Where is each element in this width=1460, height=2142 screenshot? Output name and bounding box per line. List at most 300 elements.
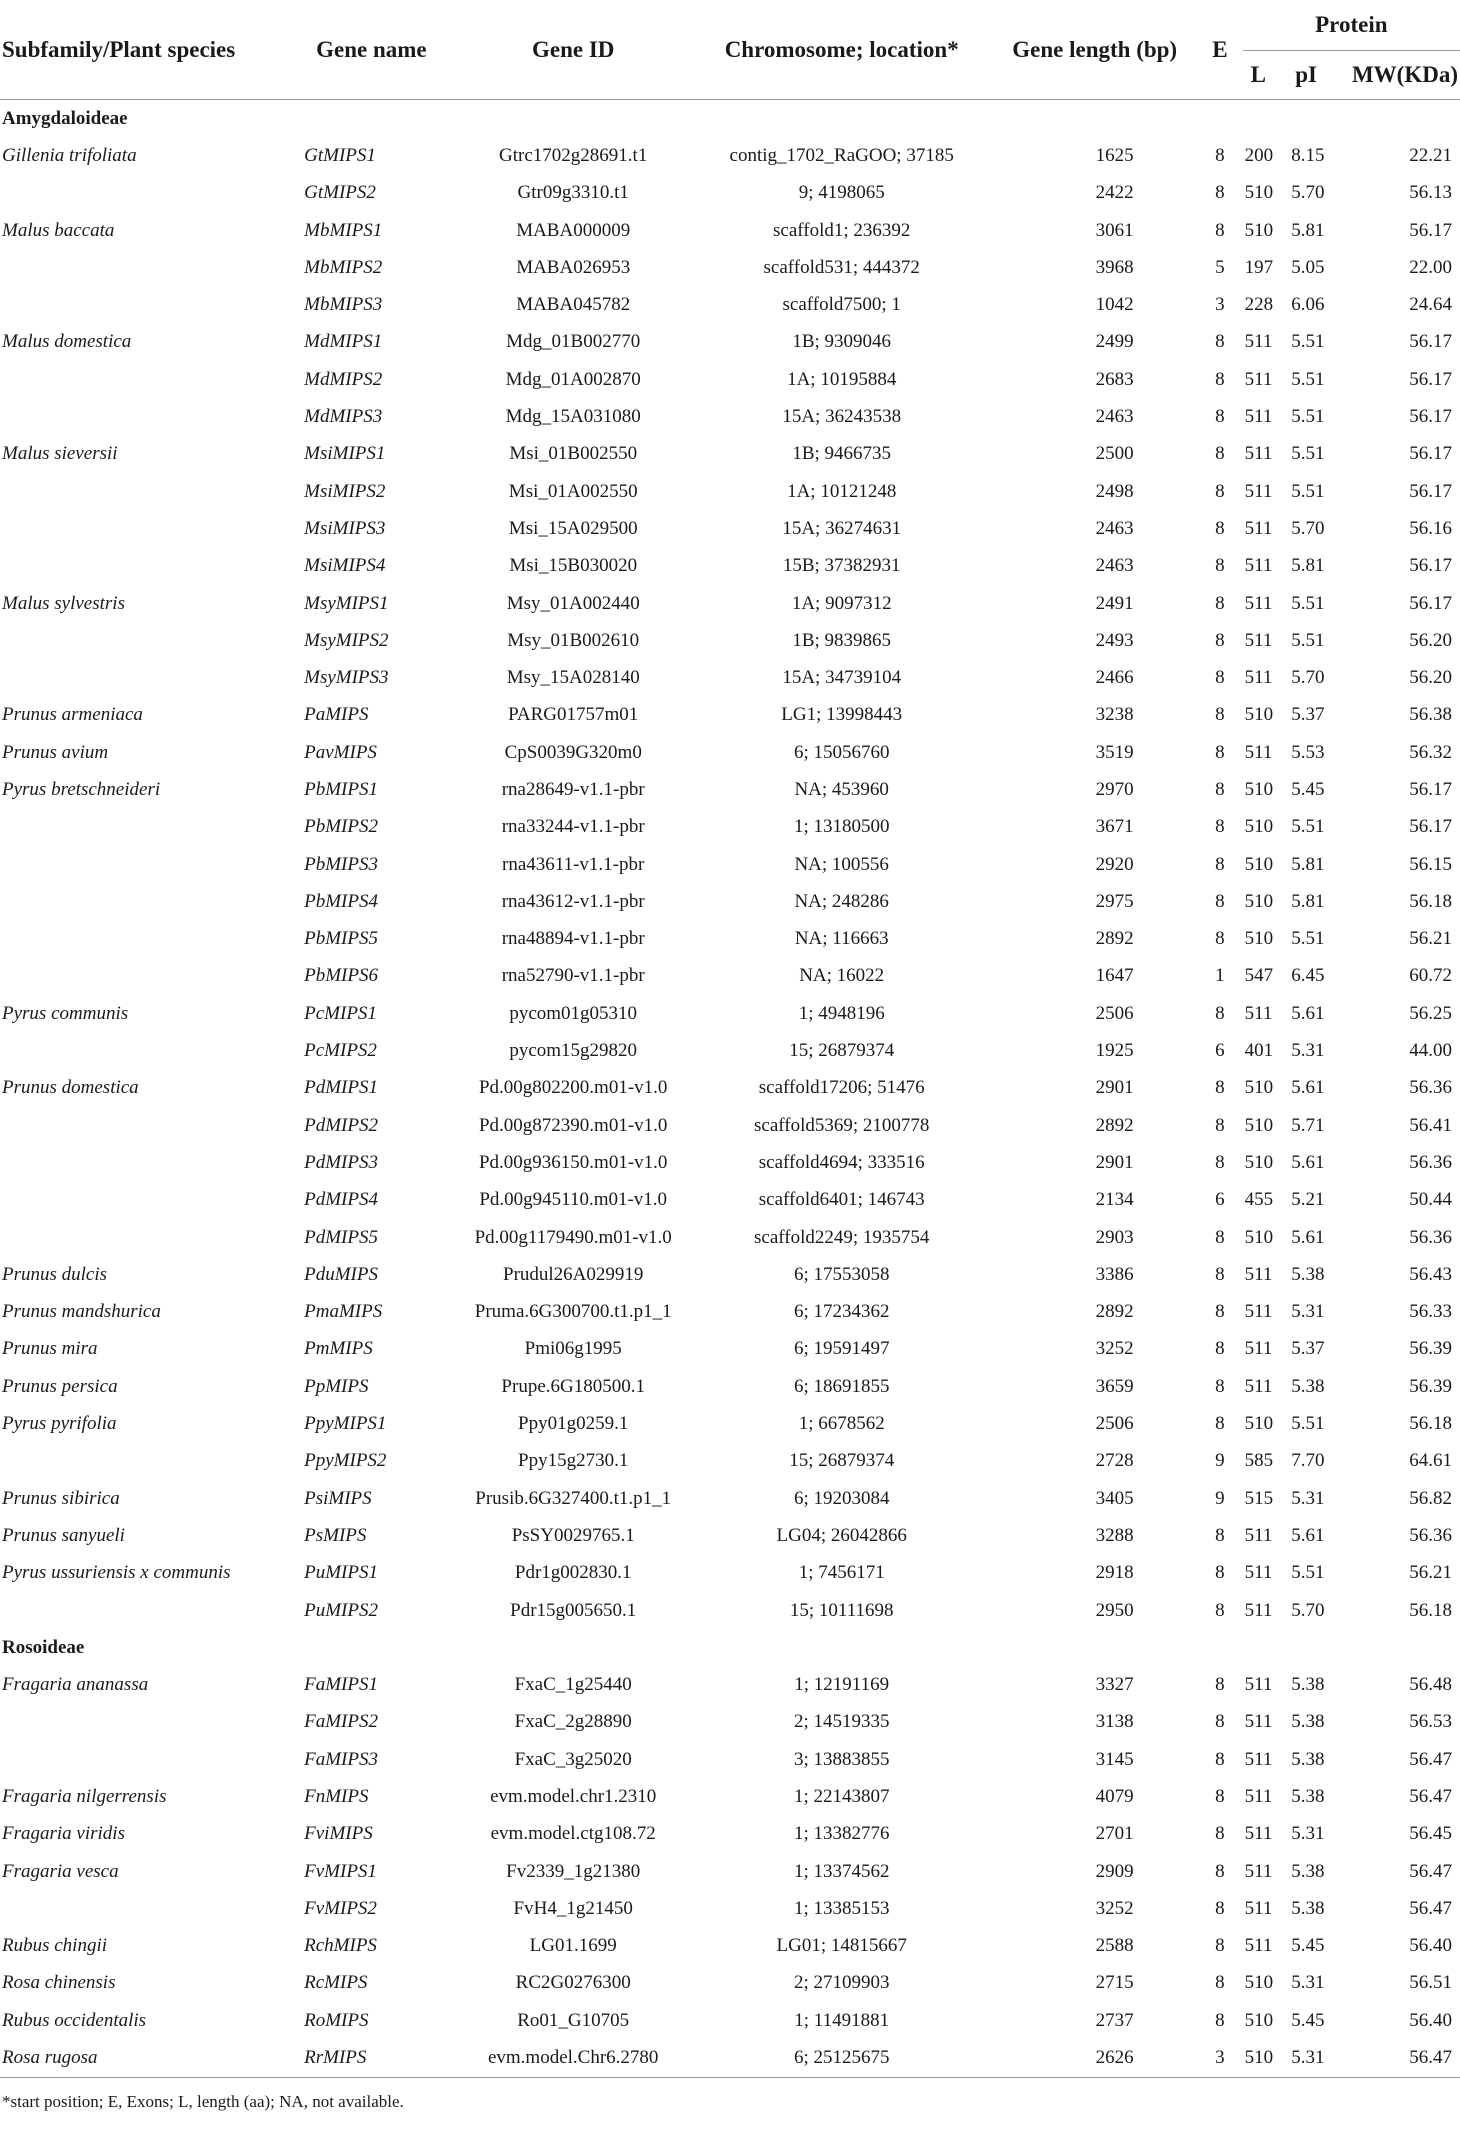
cell-mw: 22.21 — [1409, 144, 1452, 166]
cell-mw: 56.21 — [1409, 1562, 1452, 1584]
table-row — [0, 1853, 1460, 1890]
header-pi: pI — [1295, 62, 1317, 87]
table-row — [0, 1965, 1460, 2002]
cell-pi: 5.38 — [1291, 1674, 1325, 1696]
cell-species: Malus baccata — [2, 219, 115, 241]
cell-gene-name: MsiMIPS1 — [304, 443, 386, 465]
table-row — [0, 2002, 1460, 2039]
cell-gene-id: RC2G0276300 — [515, 1972, 631, 1994]
cell-pi: 5.45 — [1291, 1935, 1325, 1957]
table-row — [0, 995, 1460, 1032]
cell-exons: 8 — [1215, 1562, 1225, 1584]
cell-exons: 8 — [1215, 219, 1225, 241]
cell-mw: 56.36 — [1409, 1226, 1452, 1248]
cell-exons: 3 — [1215, 2047, 1225, 2069]
cell-pi: 5.70 — [1291, 667, 1325, 689]
table-row — [0, 659, 1460, 696]
cell-mw: 56.40 — [1409, 1935, 1452, 1957]
cell-species: Prunus avium — [2, 741, 109, 763]
cell-gene-name: MbMIPS2 — [304, 256, 383, 278]
cell-gene-length: 2499 — [1095, 331, 1134, 353]
cell-mw: 56.15 — [1409, 853, 1452, 875]
cell-chromosome: scaffold7500; 1 — [782, 294, 901, 316]
cell-species: Prunus domestica — [2, 1077, 139, 1099]
cell-mw: 56.36 — [1409, 1151, 1452, 1173]
cell-species: Prunus mandshurica — [2, 1301, 161, 1323]
cell-protein-length: 510 — [1244, 928, 1274, 950]
cell-species: Pyrus communis — [2, 1002, 129, 1024]
cell-gene-length: 2950 — [1095, 1599, 1134, 1621]
cell-chromosome: 1; 6678562 — [798, 1413, 885, 1435]
cell-chromosome: 1; 7456171 — [798, 1562, 885, 1584]
cell-mw: 56.47 — [1409, 1897, 1452, 1919]
cell-species — [0, 1890, 302, 1927]
cell-mw: 56.17 — [1409, 778, 1452, 800]
cell-mw: 56.32 — [1409, 741, 1452, 763]
cell-species: Malus sieversii — [2, 443, 118, 465]
cell-gene-length: 2588 — [1095, 1935, 1134, 1957]
cell-pi: 5.61 — [1291, 1151, 1325, 1173]
cell-species: Fragaria nilgerrensis — [2, 1786, 167, 1807]
cell-species: Rubus chingii — [2, 1935, 108, 1957]
cell-gene-name: PuMIPS2 — [304, 1599, 378, 1621]
cell-gene-id: rna48894-v1.1-pbr — [501, 928, 645, 950]
cell-mw: 56.17 — [1409, 331, 1452, 353]
cell-protein-length: 511 — [1244, 1375, 1273, 1397]
header-gene-name: Gene name — [316, 36, 427, 62]
table-row — [0, 734, 1460, 771]
table-footnote: *start position; E, Exons; L, length (aa); NA, not available. — [2, 2091, 404, 2111]
cell-mw: 56.45 — [1409, 1823, 1452, 1845]
cell-mw: 56.17 — [1409, 443, 1452, 465]
cell-protein-length: 510 — [1244, 2009, 1274, 2031]
cell-chromosome: 15; 26879374 — [789, 1040, 895, 1062]
cell-exons: 8 — [1215, 1263, 1225, 1285]
cell-gene-id: Pdr15g005650.1 — [510, 1599, 637, 1621]
cell-protein-length: 511 — [1244, 1786, 1273, 1807]
cell-gene-length: 2463 — [1095, 406, 1134, 428]
cell-gene-id: pycom15g29820 — [509, 1040, 638, 1062]
cell-gene-id: Msi_15A029500 — [508, 517, 638, 539]
cell-mw: 56.38 — [1409, 704, 1452, 726]
cell-chromosome: NA; 16022 — [799, 965, 885, 987]
cell-species: Fragaria vesca — [2, 1860, 119, 1882]
cell-gene-length: 2466 — [1095, 667, 1134, 689]
cell-protein-length: 510 — [1244, 853, 1274, 875]
cell-exons: 8 — [1215, 629, 1225, 651]
cell-mw: 56.20 — [1409, 667, 1452, 689]
cell-mw: 56.13 — [1409, 182, 1452, 204]
cell-chromosome: 1; 12191169 — [794, 1674, 890, 1696]
cell-mw: 56.17 — [1409, 406, 1452, 428]
cell-chromosome: 1A; 10195884 — [787, 368, 897, 390]
cell-species: Malus domestica — [2, 331, 132, 353]
cell-species — [0, 1443, 302, 1480]
cell-gene-name: FaMIPS1 — [304, 1674, 378, 1696]
cell-protein-length: 511 — [1244, 1711, 1273, 1733]
cell-pi: 5.61 — [1291, 1226, 1325, 1248]
cell-exons: 1 — [1215, 965, 1225, 987]
cell-exons: 6 — [1215, 1189, 1225, 1211]
cell-pi: 5.31 — [1291, 1040, 1325, 1062]
cell-pi: 5.31 — [1291, 1301, 1325, 1323]
cell-chromosome: contig_1702_RaGOO; 37185 — [729, 144, 954, 166]
cell-gene-length: 2975 — [1095, 890, 1134, 912]
table-row — [0, 1480, 1460, 1517]
cell-chromosome: LG04; 26042866 — [776, 1524, 907, 1546]
cell-gene-length: 3386 — [1095, 1263, 1134, 1285]
cell-mw: 64.61 — [1409, 1450, 1452, 1472]
cell-gene-length: 2463 — [1095, 517, 1134, 539]
cell-exons: 8 — [1215, 2009, 1225, 2031]
cell-gene-id: rna43611-v1.1-pbr — [502, 853, 645, 875]
cell-exons: 8 — [1215, 704, 1225, 726]
cell-mw: 56.21 — [1409, 928, 1452, 950]
cell-pi: 5.51 — [1291, 1413, 1325, 1435]
cell-gene-name: PuMIPS1 — [304, 1562, 378, 1584]
cell-exons: 8 — [1215, 778, 1225, 800]
cell-protein-length: 511 — [1244, 331, 1273, 353]
cell-gene-name: PmaMIPS — [304, 1301, 383, 1323]
cell-protein-length: 511 — [1244, 1935, 1273, 1957]
cell-gene-length: 2498 — [1095, 480, 1134, 502]
cell-gene-name: PpMIPS — [304, 1375, 369, 1397]
cell-gene-name: PsMIPS — [304, 1524, 367, 1546]
cell-pi: 5.38 — [1291, 1748, 1325, 1770]
cell-exons: 3 — [1215, 294, 1225, 316]
cell-gene-name: MsiMIPS4 — [304, 555, 386, 577]
cell-pi: 5.31 — [1291, 1972, 1325, 1994]
cell-gene-id: evm.model.chr1.2310 — [490, 1786, 657, 1807]
cell-species — [0, 883, 302, 920]
cell-mw: 56.53 — [1409, 1711, 1452, 1733]
cell-pi: 8.15 — [1291, 144, 1325, 166]
cell-gene-id: Pmi06g1995 — [524, 1338, 622, 1360]
cell-gene-name: PbMIPS1 — [304, 778, 378, 800]
cell-chromosome: 1; 13385153 — [793, 1897, 890, 1919]
cell-gene-id: Pd.00g936150.m01-v1.0 — [478, 1151, 668, 1173]
cell-exons: 8 — [1215, 1114, 1225, 1136]
cell-gene-id: Msy_01B002610 — [507, 629, 640, 651]
cell-gene-id: Msi_15B030020 — [509, 555, 638, 577]
header-species: Subfamily/Plant species — [2, 36, 236, 62]
cell-pi: 5.38 — [1291, 1263, 1325, 1285]
cell-gene-length: 2500 — [1095, 443, 1134, 465]
table-row — [0, 1182, 1460, 1219]
cell-exons: 8 — [1215, 928, 1225, 950]
cell-gene-id: Msi_01A002550 — [508, 480, 638, 502]
cell-pi: 5.51 — [1291, 816, 1325, 838]
cell-chromosome: 1B; 9309046 — [792, 331, 892, 353]
table-row — [0, 1890, 1460, 1927]
cell-species — [0, 1107, 302, 1144]
cell-exons: 8 — [1215, 853, 1225, 875]
table-row — [0, 2039, 1460, 2077]
table-header — [0, 0, 1460, 100]
cell-gene-id: MABA026953 — [516, 256, 631, 278]
cell-species — [0, 361, 302, 398]
cell-species: Pyrus ussuriensis x communis — [2, 1562, 231, 1584]
cell-pi: 5.51 — [1291, 928, 1325, 950]
cell-protein-length: 511 — [1244, 1674, 1273, 1696]
cell-chromosome: 1; 4948196 — [798, 1002, 885, 1024]
cell-chromosome: 15A; 34739104 — [782, 667, 902, 689]
subfamily-label: Rosoideae — [2, 1636, 85, 1658]
cell-gene-name: PbMIPS6 — [304, 965, 378, 987]
cell-protein-length: 510 — [1244, 2047, 1274, 2069]
cell-gene-id: Mdg_01B002770 — [506, 331, 641, 353]
header-chromosome: Chromosome; location* — [724, 36, 959, 62]
cell-protein-length: 511 — [1244, 1599, 1273, 1621]
cell-exons: 8 — [1215, 443, 1225, 465]
cell-gene-id: Ppy15g2730.1 — [518, 1450, 629, 1472]
cell-species — [0, 1144, 302, 1181]
cell-chromosome: 1A; 9097312 — [791, 592, 892, 614]
table-row — [0, 958, 1460, 995]
cell-gene-length: 1647 — [1095, 965, 1134, 987]
cell-chromosome: 6; 17234362 — [793, 1301, 890, 1323]
cell-protein-length: 511 — [1244, 1748, 1273, 1770]
cell-chromosome: scaffold2249; 1935754 — [754, 1226, 930, 1248]
cell-gene-id: PARG01757m01 — [508, 704, 639, 726]
cell-exons: 8 — [1215, 144, 1225, 166]
cell-gene-id: Gtrc1702g28691.t1 — [499, 144, 648, 166]
cell-protein-length: 585 — [1244, 1450, 1274, 1472]
cell-protein-length: 511 — [1244, 1860, 1273, 1882]
cell-chromosome: 1; 22143807 — [793, 1786, 890, 1807]
cell-pi: 5.37 — [1291, 1338, 1325, 1360]
cell-chromosome: 1B; 9466735 — [792, 443, 892, 465]
cell-species: Fragaria ananassa — [2, 1674, 149, 1696]
cell-pi: 5.70 — [1291, 1599, 1325, 1621]
cell-protein-length: 510 — [1244, 1413, 1274, 1435]
cell-gene-id: Pd.00g1179490.m01-v1.0 — [474, 1226, 672, 1248]
cell-chromosome: 6; 18691855 — [793, 1375, 890, 1397]
cell-gene-name: MsyMIPS2 — [304, 629, 389, 651]
cell-mw: 56.39 — [1409, 1375, 1452, 1397]
cell-chromosome: 3; 13883855 — [793, 1748, 890, 1770]
cell-chromosome: scaffold5369; 2100778 — [754, 1114, 930, 1136]
cell-gene-id: rna28649-v1.1-pbr — [501, 778, 645, 800]
cell-mw: 50.44 — [1409, 1189, 1452, 1211]
cell-gene-length: 1925 — [1095, 1040, 1134, 1062]
cell-protein-length: 510 — [1244, 182, 1274, 204]
table-row — [0, 137, 1460, 174]
table-row — [0, 1219, 1460, 1256]
cell-chromosome: NA; 116663 — [794, 928, 889, 950]
cell-gene-id: Fv2339_1g21380 — [506, 1860, 641, 1882]
cell-gene-id: MABA000009 — [516, 219, 631, 241]
cell-gene-length: 2892 — [1095, 1301, 1134, 1323]
cell-mw: 56.16 — [1409, 517, 1452, 539]
cell-gene-id: Prudul26A029919 — [503, 1263, 644, 1285]
cell-mw: 56.17 — [1409, 816, 1452, 838]
cell-pi: 5.45 — [1291, 2009, 1325, 2031]
cell-protein-length: 510 — [1244, 704, 1274, 726]
cell-gene-length: 2909 — [1095, 1860, 1134, 1882]
cell-exons: 8 — [1215, 1599, 1225, 1621]
table-row — [0, 1107, 1460, 1144]
cell-chromosome: NA; 100556 — [794, 853, 889, 875]
cell-gene-length: 3968 — [1095, 256, 1134, 278]
cell-gene-id: FvH4_1g21450 — [513, 1897, 633, 1919]
table-row — [0, 175, 1460, 212]
cell-protein-length: 511 — [1244, 480, 1273, 502]
cell-gene-id: rna33244-v1.1-pbr — [501, 816, 645, 838]
table-row — [0, 1555, 1460, 1592]
cell-chromosome: 6; 17553058 — [793, 1263, 890, 1285]
cell-mw: 24.64 — [1409, 294, 1452, 316]
cell-species — [0, 1182, 302, 1219]
cell-gene-length: 2491 — [1095, 592, 1134, 614]
cell-species — [0, 398, 302, 435]
cell-exons: 8 — [1215, 1711, 1225, 1733]
cell-gene-length: 2970 — [1095, 778, 1134, 800]
cell-gene-length: 2737 — [1095, 2009, 1134, 2031]
cell-protein-length: 200 — [1244, 144, 1274, 166]
table-row — [0, 1368, 1460, 1405]
cell-gene-name: PdMIPS5 — [304, 1226, 378, 1248]
cell-gene-length: 1042 — [1095, 294, 1134, 316]
cell-mw: 56.25 — [1409, 1002, 1452, 1024]
cell-gene-length: 3671 — [1095, 816, 1134, 838]
cell-gene-id: rna43612-v1.1-pbr — [501, 890, 645, 912]
cell-pi: 7.70 — [1291, 1450, 1325, 1472]
cell-mw: 56.40 — [1409, 2009, 1452, 2031]
cell-protein-length: 510 — [1244, 219, 1274, 241]
cell-pi: 5.51 — [1291, 368, 1325, 390]
cell-gene-name: RchMIPS — [304, 1935, 377, 1957]
cell-pi: 5.38 — [1291, 1375, 1325, 1397]
cell-chromosome: 6; 25125675 — [793, 2047, 890, 2069]
cell-gene-name: MdMIPS1 — [304, 331, 383, 353]
cell-gene-length: 2463 — [1095, 555, 1134, 577]
cell-protein-length: 511 — [1244, 443, 1273, 465]
cell-gene-id: rna52790-v1.1-pbr — [501, 965, 645, 987]
cell-chromosome: LG01; 14815667 — [776, 1935, 907, 1957]
cell-pi: 5.31 — [1291, 1487, 1325, 1509]
cell-protein-length: 511 — [1244, 517, 1273, 539]
cell-chromosome: 15; 26879374 — [789, 1450, 895, 1472]
cell-species — [0, 175, 302, 212]
cell-gene-name: FnMIPS — [304, 1786, 369, 1807]
cell-gene-length: 2683 — [1095, 368, 1134, 390]
cell-species — [0, 809, 302, 846]
cell-gene-name: PpyMIPS2 — [304, 1450, 387, 1472]
cell-chromosome: 1; 11491881 — [794, 2009, 890, 2031]
cell-exons: 8 — [1215, 1823, 1225, 1845]
cell-mw: 56.43 — [1409, 1263, 1452, 1285]
cell-species — [0, 1219, 302, 1256]
cell-protein-length: 510 — [1244, 1226, 1274, 1248]
cell-gene-length: 2506 — [1095, 1002, 1134, 1024]
cell-species: Gillenia trifoliata — [2, 144, 137, 166]
cell-gene-length: 2493 — [1095, 629, 1134, 651]
cell-gene-name: MsyMIPS1 — [304, 592, 389, 614]
cell-protein-length: 401 — [1244, 1040, 1274, 1062]
cell-gene-id: Gtr09g3310.t1 — [517, 182, 629, 204]
cell-mw: 56.48 — [1409, 1674, 1452, 1696]
table-row — [0, 585, 1460, 622]
cell-mw: 56.39 — [1409, 1338, 1452, 1360]
cell-gene-id: Ppy01g0259.1 — [518, 1413, 629, 1435]
cell-gene-name: PcMIPS1 — [304, 1002, 377, 1024]
cell-gene-name: PbMIPS2 — [304, 816, 378, 838]
cell-protein-length: 510 — [1244, 816, 1274, 838]
cell-species — [0, 1032, 302, 1069]
cell-protein-length: 510 — [1244, 1114, 1274, 1136]
cell-gene-name: MbMIPS1 — [304, 219, 383, 241]
cell-chromosome: 1A; 10121248 — [787, 480, 897, 502]
cell-protein-length: 511 — [1244, 592, 1273, 614]
cell-gene-name: GtMIPS2 — [304, 182, 376, 204]
cell-gene-length: 2701 — [1095, 1823, 1134, 1845]
cell-protein-length: 510 — [1244, 1077, 1274, 1099]
cell-gene-name: PdMIPS3 — [304, 1151, 378, 1173]
cell-mw: 56.47 — [1409, 1786, 1452, 1807]
cell-pi: 6.45 — [1291, 965, 1325, 987]
cell-gene-id: pycom01g05310 — [509, 1002, 638, 1024]
cell-exons: 8 — [1215, 1077, 1225, 1099]
cell-gene-name: PaMIPS — [304, 704, 369, 726]
table-body — [0, 100, 1460, 2078]
header-length: L — [1250, 62, 1266, 87]
cell-exons: 5 — [1215, 256, 1225, 278]
cell-gene-length: 3327 — [1095, 1674, 1134, 1696]
cell-species — [0, 659, 302, 696]
cell-gene-name: FvMIPS2 — [304, 1897, 377, 1919]
cell-exons: 8 — [1215, 1002, 1225, 1024]
cell-species: Rosa rugosa — [2, 2047, 98, 2069]
cell-exons: 8 — [1215, 1860, 1225, 1882]
subfamily-label: Amygdaloideae — [2, 107, 128, 129]
cell-mw: 56.20 — [1409, 629, 1452, 651]
cell-pi: 5.38 — [1291, 1897, 1325, 1919]
cell-gene-name: PavMIPS — [304, 741, 377, 763]
cell-species — [0, 510, 302, 547]
table-row — [0, 1928, 1460, 1965]
cell-mw: 44.00 — [1409, 1040, 1452, 1062]
cell-protein-length: 511 — [1244, 1562, 1273, 1584]
cell-gene-id: Mdg_01A002870 — [505, 368, 641, 390]
cell-protein-length: 511 — [1244, 368, 1273, 390]
cell-chromosome: LG1; 13998443 — [781, 704, 903, 726]
header-exons: E — [1212, 36, 1228, 62]
cell-chromosome: 2; 14519335 — [793, 1711, 890, 1733]
cell-pi: 5.81 — [1291, 555, 1325, 577]
cell-protein-length: 515 — [1244, 1487, 1274, 1509]
cell-mw: 56.41 — [1409, 1114, 1452, 1136]
cell-species — [0, 921, 302, 958]
cell-mw: 56.82 — [1409, 1487, 1452, 1509]
cell-pi: 5.53 — [1291, 741, 1325, 763]
cell-exons: 8 — [1215, 1524, 1225, 1546]
cell-exons: 8 — [1215, 667, 1225, 689]
cell-gene-id: Pd.00g802200.m01-v1.0 — [478, 1077, 668, 1099]
cell-protein-length: 511 — [1244, 741, 1273, 763]
cell-pi: 6.06 — [1291, 294, 1325, 316]
cell-mw: 56.36 — [1409, 1524, 1452, 1546]
cell-exons: 8 — [1215, 368, 1225, 390]
cell-gene-id: Msy_15A028140 — [506, 667, 640, 689]
table-row — [0, 286, 1460, 323]
cell-gene-id: Msi_01B002550 — [509, 443, 638, 465]
cell-chromosome: 15A; 36243538 — [782, 406, 902, 428]
cell-pi: 5.31 — [1291, 1823, 1325, 1845]
cell-protein-length: 511 — [1244, 1338, 1273, 1360]
cell-mw: 56.18 — [1409, 1599, 1452, 1621]
cell-pi: 5.70 — [1291, 517, 1325, 539]
